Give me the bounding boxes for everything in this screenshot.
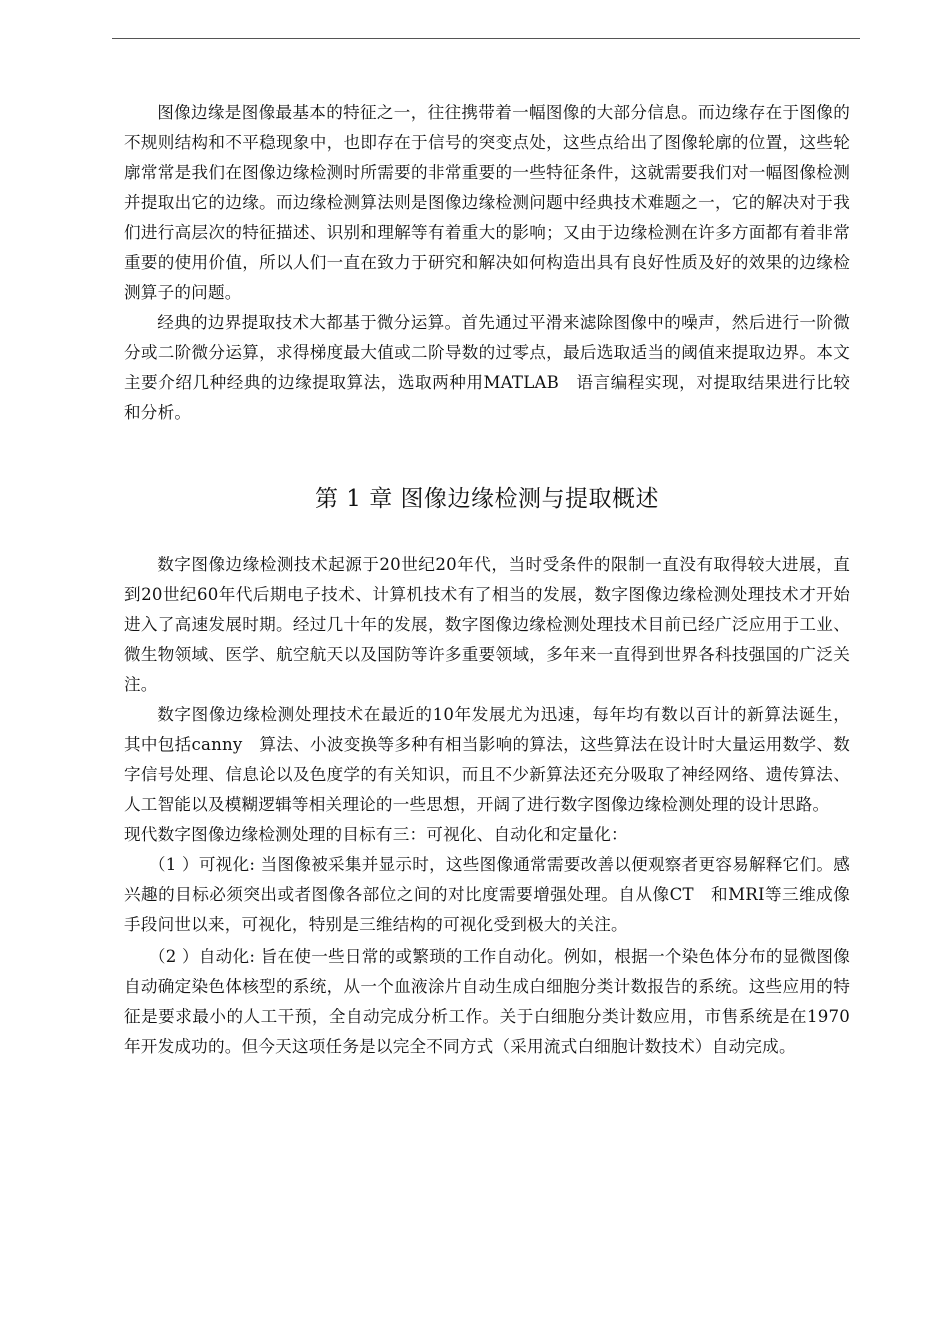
goals-intro: 现代数字图像边缘检测处理的目标有三：可视化、自动化和定量化： bbox=[124, 825, 628, 844]
document-body bbox=[124, 98, 850, 1062]
intro-paragraph-2: 经典的边界提取技术大都基于微分运算。首先通过平滑来滤除图像中的噪声，然后进行一阶微分或二阶微分运算，求得梯度最大值或二阶导数的过零点，最后选取适当的阈值来提取边界。本文主要介绍几种经典的边缘提取算法，选取两种用MATLAB 语言编程实现，对提取结果进行比较和分析。 bbox=[124, 313, 850, 422]
intro-paragraph-1: 图像边缘是图像最基本的特征之一，往往携带着一幅图像的大部分信息。而边缘存在于图像的不规则结构和不平稳现象中，也即存在于信号的突变点处，这些点给出了图像轮廓的位置，这些轮廓常常是我们在图像边缘检测时所需要的非常重要的一些特征条件，这就需要我们对一幅图像检测并提取出它的边缘。而边缘检测算法则是图像边缘检测问题中经典技术难题之一，它的解决对于我们进行高层次的特征描述、识别和理解等有着重大的影响；又由于边缘检测在许多方面都有着非常重要的使用价值，所以人们一直在致力于研究和解决如何构造出具有良好性质及好的效果的边缘检测算子的问题。 bbox=[124, 103, 850, 302]
chapter-paragraph-1: 数字图像边缘检测技术起源于20世纪20年代，当时受条件的限制一直没有取得较大进展，直到20世纪60年代后期电子技术、计算机技术有了相当的发展，数字图像边缘检测处理技术才开始进入了高速发展时期。经过几十年的发展，数字图像边缘检测处理技术目前已经广泛应用于工业、微生物领域、医学、航空航天以及国防等许多重要领域，多年来一直得到世界各科技强国的广泛关注。 bbox=[124, 555, 850, 694]
goal-item-visualization: （1 ）可视化: 当图像被采集并显示时，这些图像通常需要改善以便观察者更容易解释它们。感兴趣的目标必须突出或者图像各部位之间的对比度需要增强处理。自从像CT 和MRI等三维成像手段问世以来，可视化，特别是三维结构的可视化受到极大的关注。 bbox=[124, 855, 850, 934]
goal-item-automation: （2 ）自动化: 旨在使一些日常的或繁琐的工作自动化。例如，根据一个染色体分布的显微图像自动确定染色体核型的系统，从一个血液涂片自动生成白细胞分类计数报告的系统。这些应用的特征是要求最小的人工干预，全自动完成分析工作。关于白细胞分类计数应用，市售系统是在1970年开发成功的。但今天这项任务是以完全不同方式（采用流式白细胞计数技术）自动完成。 bbox=[124, 947, 850, 1056]
chapter-title: 第 1 章 图像边缘检测与提取概述 bbox=[314, 486, 660, 512]
header-rule bbox=[112, 38, 860, 39]
chapter-paragraph-2: 数字图像边缘检测处理技术在最近的10年发展尤为迅速，每年均有数以百计的新算法诞生，其中包括canny 算法、小波变换等多种有相当影响的算法，这些算法在设计时大量运用数学、数字信号处理、信息论以及色度学的有关知识，而且不少新算法还充分吸取了神经网络、遗传算法、人工智能以及模糊逻辑等相关理论的一些思想，开阔了进行数字图像边缘检测处理的设计思路。 bbox=[124, 705, 850, 814]
